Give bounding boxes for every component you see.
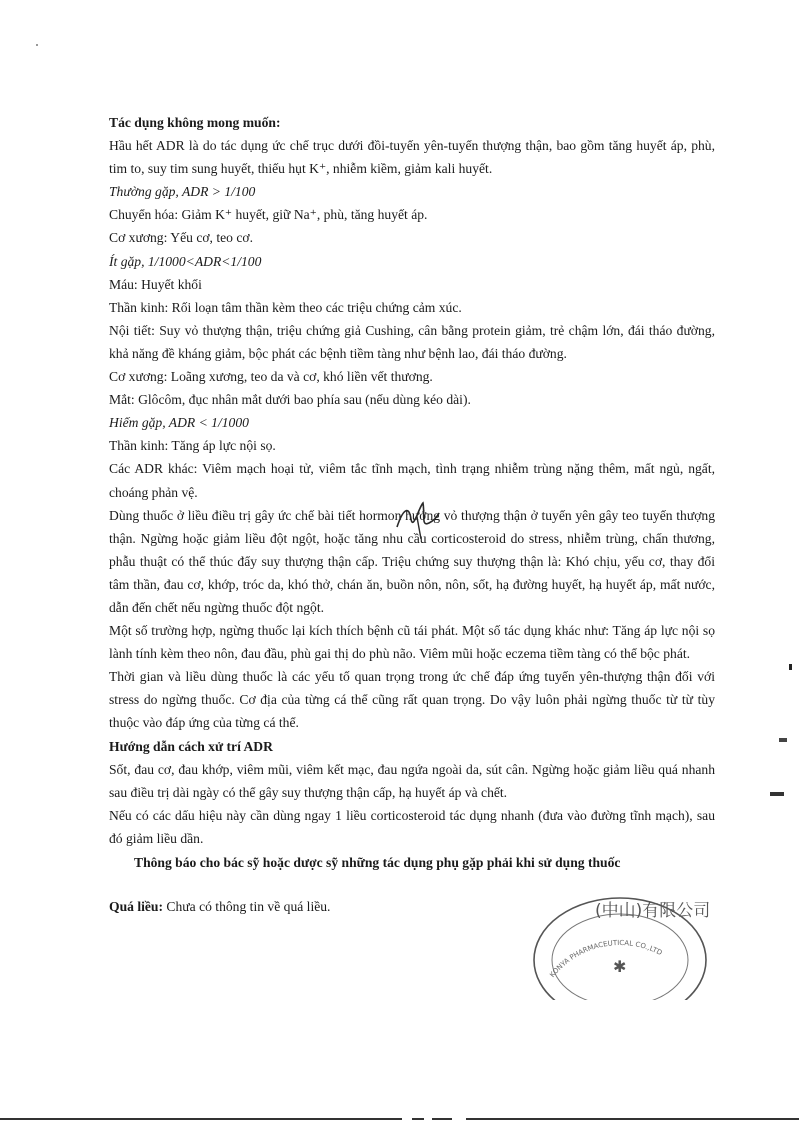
svg-text:KONYA PHARMACEUTICAL CO.,LTD: [548, 939, 663, 979]
uncommon-item: Mắt: Glôcôm, đục nhân mắt dưới bao phía sau (nếu dùng kéo dài).: [109, 392, 471, 408]
adverse-effects-heading: Tác dụng không mong muốn:: [109, 115, 281, 130]
uncommon-item: Máu: Huyết khối: [109, 276, 202, 292]
svg-text:✱: ✱: [613, 957, 627, 976]
uncommon-item: Cơ xương: Loãng xương, teo da và cơ, khó liền vết thương.: [109, 369, 433, 385]
rare-item: Thần kinh: Tăng áp lực nội sọ.: [109, 438, 276, 454]
common-frequency-heading: Thường gặp, ADR > 1/100: [109, 184, 256, 200]
footer-rule: [412, 1118, 424, 1120]
stamp-ring-text: KONYA PHARMACEUTICAL CO.,LTD: [548, 938, 664, 979]
scan-speck: [36, 44, 38, 46]
footer-rule: [466, 1118, 799, 1120]
rare-frequency-heading: Hiếm gặp, ADR < 1/1000: [109, 415, 249, 431]
management-item: Sốt, đau cơ, đau khớp, viêm mũi, viêm kết mạc, đau ngứa ngoài da, sút cân. Ngừng hoặc giảm liều quá nhanh sau điều trị dài ngày có thể gây suy thượng thận cấp, hạ huyết áp và chết.: [109, 761, 715, 800]
adr-management-heading: Hướng dẫn cách xử trí ADR: [109, 738, 273, 754]
signature-mark: [393, 497, 443, 542]
scan-speck: [789, 664, 792, 670]
rare-item: Dùng thuốc ở liều điều trị gây ức chế bài tiết hormon hướng vỏ thượng thận ở tuyến yên gây teo tuyến thượng thận. Ngừng hoặc giảm liều đột ngột, hoặc tăng nhu cầu corticosteroid do stress, nhiễm trùng, chấn thương, phẫu thuật có thể thúc đẩy suy thượng thận cấp. Triệu chứng suy thượng thận là: Khó chịu, yếu cơ, thay đổi tâm thần, đau cơ, khớp, tróc da, khó thở, chán ăn, buồn nôn, nôn, sốt, hạ đường huyết, hạ huyết áp, mất nước, dẫn đến chết nếu ngừng thuốc đột ngột.: [109, 507, 715, 615]
scan-speck: [770, 792, 784, 796]
uncommon-item: Thần kinh: Rối loạn tâm thần kèm theo các triệu chứng cảm xúc.: [109, 299, 462, 315]
management-item: Nếu có các dấu hiệu này cần dùng ngay 1 liều corticosteroid tác dụng nhanh (đưa vào đường tĩnh mạch), sau đó giảm liều dần.: [109, 807, 715, 846]
overdose-text: Chưa có thông tin về quá liều.: [163, 899, 331, 915]
common-item: Cơ xương: Yếu cơ, teo cơ.: [109, 230, 253, 246]
footer-rule: [0, 1118, 402, 1120]
stamp-top-text: (中山)有限公司: [595, 901, 711, 921]
overdose-label: Quá liều:: [109, 899, 164, 915]
scan-speck: [779, 738, 787, 742]
uncommon-frequency-heading: Ít gặp, 1/1000<ADR<1/100: [109, 253, 262, 269]
footer-rule: [432, 1118, 452, 1120]
rare-item: Các ADR khác: Viêm mạch hoại tử, viêm tắc tĩnh mạch, tình trạng nhiễm trùng nặng thêm, mất ngủ, ngất, choáng phản vệ.: [109, 461, 715, 500]
notice-to-doctor: Thông báo cho bác sỹ hoặc dược sỹ những tác dụng phụ gặp phải khi sử dụng thuốc: [134, 855, 621, 870]
adverse-effects-intro: Hầu hết ADR là do tác dụng ức chế trục dưới đồi-tuyến yên-tuyến thượng thận, bao gồm tăng huyết áp, phù, tim to, suy tim sung huyết, thiếu hụt K⁺, nhiễm kiềm, giảm kali huyết.: [109, 138, 715, 177]
rare-item: Thời gian và liều dùng thuốc là các yếu tố quan trọng trong ức chế đáp ứng tuyến yên-thượng thận đối với stress do ngừng thuốc. Cơ địa của từng cá thể cũng rất quan trọng. Do vậy luôn phải ngừng thuốc từ từ tùy thuộc vào đáp ứng của từng cá thể.: [109, 669, 715, 731]
company-seal-stamp: [525, 890, 715, 1000]
common-item: Chuyển hóa: Giảm K⁺ huyết, giữ Na⁺, phù, tăng huyết áp.: [109, 207, 428, 223]
uncommon-item: Nội tiết: Suy vỏ thượng thận, triệu chứng giả Cushing, cân bằng protein giảm, trẻ chậm lớn, đái tháo đường, khả năng đề kháng giảm, bộc phát các bệnh tiềm tàng như bệnh lao, đái tháo đường.: [109, 322, 715, 361]
rare-item: Một số trường hợp, ngừng thuốc lại kích thích bệnh cũ tái phát. Một số tác dụng khác như: Tăng áp lực nội sọ lành tính kèm theo nôn, đau đầu, phù gai thị do phù não. Viêm mũi hoặc eczema tiềm tàng có thể bộc phát.: [109, 623, 715, 662]
